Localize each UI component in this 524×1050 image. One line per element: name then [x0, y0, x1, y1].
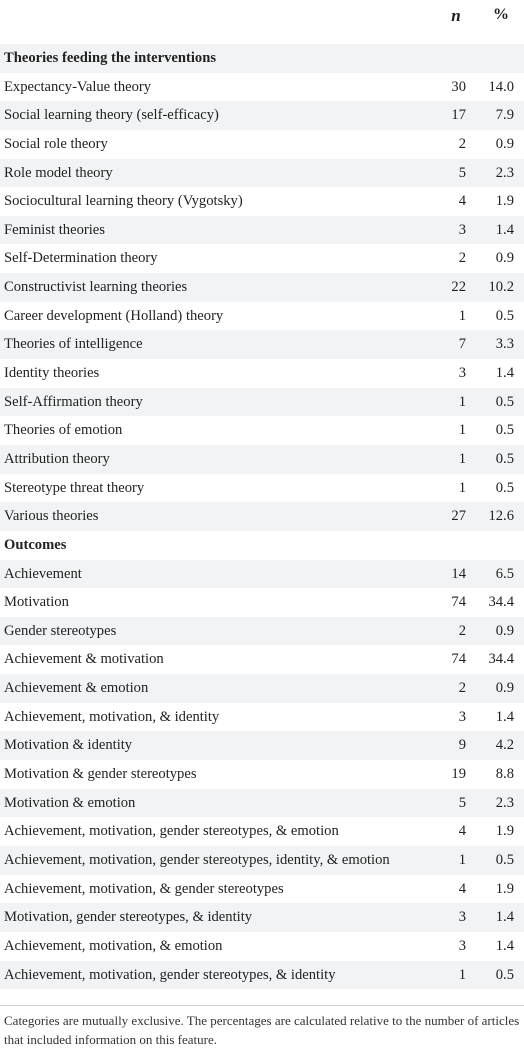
row-percent: 0.9: [495, 250, 514, 267]
row-label: Identity theories: [4, 365, 100, 382]
row-count: 7: [458, 336, 466, 353]
row-label: Gender stereotypes: [4, 622, 117, 639]
row-label: Theories of emotion: [4, 422, 123, 439]
row-label: Expectancy-Value theory: [4, 78, 152, 95]
row-percent: 0.5: [495, 479, 514, 496]
table-row: [0, 187, 524, 216]
row-percent: 34.4: [488, 651, 514, 668]
row-count: 5: [458, 164, 466, 181]
table-row: [0, 789, 524, 818]
row-label: Motivation & identity: [4, 737, 133, 754]
table-row: [0, 617, 524, 646]
row-count: 1: [458, 966, 466, 983]
table-row: [0, 73, 524, 102]
row-label: Constructivist learning theories: [4, 279, 188, 296]
row-percent: 0.5: [495, 851, 514, 868]
row-label: Achievement, motivation, & gender stereotypes: [4, 880, 284, 897]
table-row: [0, 703, 524, 732]
row-count: 2: [458, 250, 466, 267]
table-row: [0, 130, 524, 159]
row-percent: 1.9: [495, 823, 514, 840]
row-label: Career development (Holland) theory: [4, 307, 224, 324]
table-row: [0, 846, 524, 875]
row-count: 22: [451, 279, 466, 296]
row-count: 1: [458, 393, 466, 410]
row-label: Motivation, gender stereotypes, & identity: [4, 909, 253, 926]
row-percent: 0.5: [495, 307, 514, 324]
row-percent: 7.9: [495, 107, 514, 124]
row-count: 27: [451, 508, 466, 525]
row-count: 4: [458, 880, 466, 897]
row-percent: 3.3: [495, 336, 514, 353]
row-count: 14: [451, 565, 466, 582]
row-label: Motivation & emotion: [4, 794, 136, 811]
table-row: [0, 645, 524, 674]
table-row: [0, 416, 524, 445]
row-percent: 8.8: [495, 766, 514, 783]
row-percent: 6.5: [495, 565, 514, 582]
row-percent: 0.9: [495, 622, 514, 639]
table-row: [0, 159, 524, 188]
table-row: [0, 875, 524, 904]
row-label: Social role theory: [4, 135, 108, 152]
row-percent: 0.5: [495, 422, 514, 439]
row-label: Motivation: [4, 594, 69, 611]
row-count: 3: [458, 708, 466, 725]
row-label: Theories of intelligence: [4, 336, 143, 353]
row-percent: 0.5: [495, 966, 514, 983]
table-row: [0, 244, 524, 273]
section-title: Theories feeding the interventions: [4, 50, 216, 66]
table-row: [0, 330, 524, 359]
row-label: Achievement, motivation, & emotion: [4, 937, 223, 954]
row-count: 1: [458, 450, 466, 467]
table-row: [0, 359, 524, 388]
row-count: 2: [458, 622, 466, 639]
table-row: [0, 903, 524, 932]
row-percent: 1.4: [495, 937, 514, 954]
row-count: 9: [458, 737, 466, 754]
table-row: [0, 932, 524, 961]
row-percent: 0.5: [495, 393, 514, 410]
table-row: [0, 273, 524, 302]
table-header: [0, 0, 524, 44]
row-percent: 2.3: [495, 794, 514, 811]
row-label: Achievement: [4, 565, 82, 582]
row-percent: 2.3: [495, 164, 514, 181]
row-percent: 0.9: [495, 680, 514, 697]
row-percent: 34.4: [488, 594, 514, 611]
row-label: Achievement & motivation: [4, 651, 164, 668]
table-row: [0, 445, 524, 474]
table-row: [0, 502, 524, 531]
row-count: 74: [451, 651, 466, 668]
row-count: 5: [458, 794, 466, 811]
table-footnote: Categories are mutually exclusive. The percentages are calculated relative to the number of articles that included information on this feature.: [4, 1013, 520, 1047]
table-row: [0, 302, 524, 331]
row-count: 3: [458, 365, 466, 382]
row-label: Role model theory: [4, 164, 113, 181]
row-percent: 12.6: [488, 508, 514, 525]
row-percent: 1.4: [495, 365, 514, 382]
column-header-n: n: [451, 6, 461, 25]
row-count: 4: [458, 193, 466, 210]
row-percent: 1.4: [495, 221, 514, 238]
row-label: Various theories: [4, 508, 99, 525]
row-count: 74: [451, 594, 466, 611]
section-heading-row: [0, 44, 524, 73]
row-percent: 1.9: [495, 880, 514, 897]
column-header-percent: %: [493, 6, 509, 23]
table-row: [0, 474, 524, 503]
row-percent: 14.0: [488, 78, 514, 95]
row-percent: 0.9: [495, 135, 514, 152]
row-count: 1: [458, 851, 466, 868]
row-percent: 10.2: [488, 279, 514, 296]
row-label: Achievement, motivation, gender stereotypes, & emotion: [4, 823, 339, 840]
row-count: 19: [451, 766, 466, 783]
section-title: Outcomes: [4, 536, 67, 553]
row-count: 3: [458, 937, 466, 954]
row-count: 1: [458, 422, 466, 439]
row-percent: 4.2: [495, 737, 514, 754]
row-count: 1: [458, 479, 466, 496]
table-body: [0, 44, 524, 989]
table-row: [0, 760, 524, 789]
row-label: Achievement & emotion: [4, 680, 149, 697]
table-row: [0, 674, 524, 703]
row-label: Achievement, motivation, gender stereotypes, & identity: [4, 966, 336, 983]
row-label: Motivation & gender stereotypes: [4, 766, 197, 783]
row-count: 2: [458, 680, 466, 697]
row-label: Sociocultural learning theory (Vygotsky): [4, 193, 243, 210]
row-percent: 1.4: [495, 708, 514, 725]
table-row: [0, 588, 524, 617]
row-label: Attribution theory: [4, 450, 110, 467]
row-count: 1: [458, 307, 466, 324]
table-row: [0, 817, 524, 846]
footer-divider: [0, 1005, 524, 1006]
row-label: Achievement, motivation, & identity: [4, 708, 220, 725]
row-count: 3: [458, 909, 466, 926]
row-percent: 1.4: [495, 909, 514, 926]
row-label: Achievement, motivation, gender stereotypes, identity, & emotion: [4, 851, 390, 868]
row-label: Feminist theories: [4, 221, 105, 238]
row-label: Stereotype threat theory: [4, 479, 145, 496]
row-percent: 1.9: [495, 193, 514, 210]
row-label: Social learning theory (self-efficacy): [4, 107, 219, 124]
row-count: 4: [458, 823, 466, 840]
row-count: 3: [458, 221, 466, 238]
table-row: [0, 961, 524, 990]
row-count: 30: [451, 78, 466, 95]
row-label: Self-Affirmation theory: [4, 393, 143, 410]
table-row: [0, 731, 524, 760]
row-label: Self-Determination theory: [4, 250, 158, 267]
row-count: 2: [458, 135, 466, 152]
row-percent: 0.5: [495, 450, 514, 467]
row-count: 17: [451, 107, 466, 124]
table-row: [0, 560, 524, 589]
table-row: [0, 216, 524, 245]
table-row: [0, 101, 524, 130]
section-heading-row: [0, 531, 524, 560]
table-row: [0, 388, 524, 417]
